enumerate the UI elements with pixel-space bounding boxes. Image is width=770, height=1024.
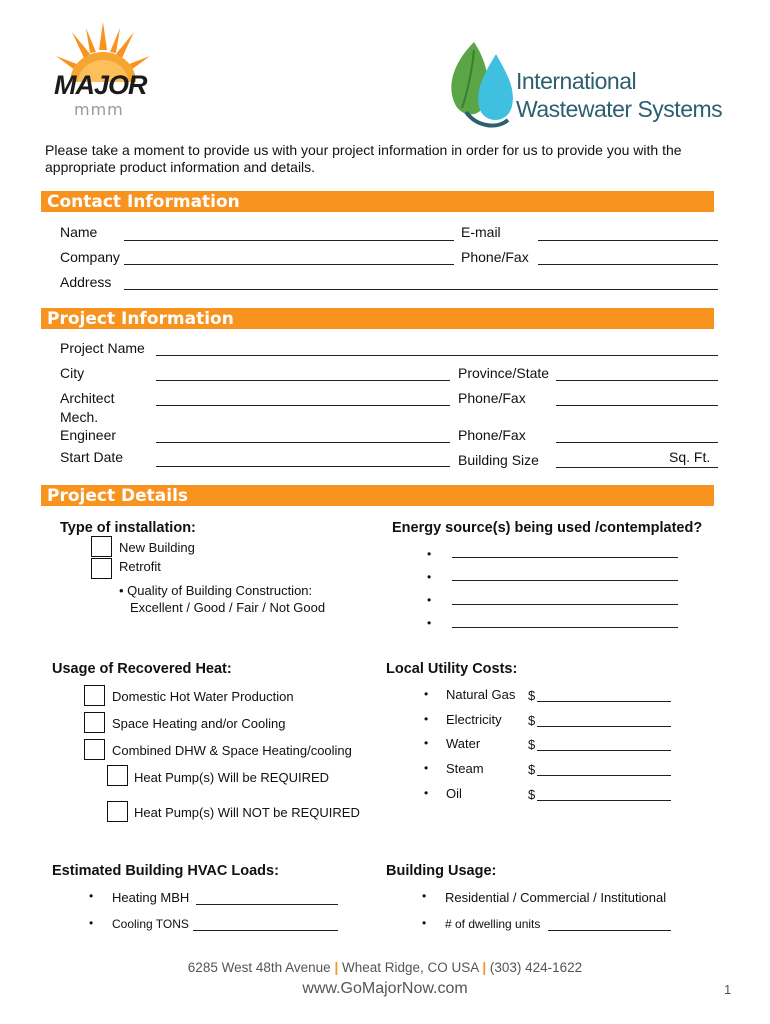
footer-separator-1: | — [334, 960, 339, 975]
mech-engineer-label-2: Engineer — [60, 427, 117, 443]
major-logo-text: MAJOR — [54, 70, 147, 100]
heat-pump-not-required-label: Heat Pump(s) Will NOT be REQUIRED — [134, 805, 360, 820]
utility-natural-gas-dollar: $ — [528, 688, 536, 703]
province-state-field[interactable] — [556, 380, 718, 381]
utility-bullet-4: • — [424, 761, 429, 775]
province-state-label: Province/State — [458, 365, 550, 381]
major-logo — [48, 20, 158, 125]
quality-label-1: • Quality of Building Construction: — [119, 583, 313, 598]
architect-label: Architect — [60, 390, 115, 406]
start-date-field[interactable] — [156, 466, 450, 467]
domestic-label: Domestic Hot Water Production — [112, 689, 294, 704]
city-field[interactable] — [156, 380, 450, 381]
utility-electricity-field[interactable] — [537, 726, 671, 727]
page-number: 1 — [724, 982, 732, 997]
residential-label: Residential / Commercial / Institutional — [445, 890, 667, 905]
architect-field[interactable] — [156, 405, 450, 406]
combined-label: Combined DHW & Space Heating/cooling — [112, 743, 352, 758]
start-date-label: Start Date — [60, 449, 124, 465]
major-logo-icicles: mmm — [74, 100, 124, 119]
utility-bullet-3: • — [424, 736, 429, 750]
details-section-title: Project Details — [47, 486, 189, 506]
utility-oil-label: Oil — [446, 786, 462, 801]
energy-bullet-2: • — [427, 570, 432, 584]
company-field[interactable] — [124, 264, 454, 265]
intro-line-2: appropriate product information and details. — [45, 159, 316, 175]
energy-source-heading: Energy source(s) being used /contemplated? — [392, 520, 703, 536]
contact-phone-fax-field[interactable] — [538, 264, 718, 265]
dwelling-units-label: # of dwelling units — [445, 917, 541, 931]
building-size-label: Building Size — [458, 452, 539, 468]
building-size-field[interactable] — [556, 467, 718, 468]
mech-engineer-field[interactable] — [156, 442, 450, 443]
new-building-label: New Building — [119, 540, 195, 555]
details-section-header — [41, 485, 714, 506]
contact-section-title: Contact Information — [47, 192, 240, 212]
architect-phone-fax-field[interactable] — [556, 405, 718, 406]
utility-water-dollar: $ — [528, 737, 536, 752]
company-label: Company — [60, 249, 120, 265]
energy-source-field-1[interactable] — [452, 557, 678, 558]
footer-address: 6285 West 48th Avenue — [187, 960, 331, 975]
utility-natural-gas-field[interactable] — [537, 701, 671, 702]
name-field[interactable] — [124, 240, 454, 241]
footer-website[interactable]: www.GoMajorNow.com — [302, 980, 468, 997]
contact-section-header — [41, 191, 714, 212]
intro-line-1: Please take a moment to provide us with your project information in order for us to provide you with the — [45, 142, 682, 158]
hvac-heading: Estimated Building HVAC Loads: — [52, 863, 279, 879]
heating-mbh-field[interactable] — [196, 904, 338, 905]
utility-bullet-5: • — [424, 786, 429, 800]
contact-phone-fax-label: Phone/Fax — [461, 249, 529, 265]
usage-bullet-1: • — [422, 889, 427, 903]
utility-steam-label: Steam — [446, 761, 484, 776]
utility-bullet-1: • — [424, 687, 429, 701]
space-heating-checkbox[interactable] — [84, 712, 105, 733]
usage-bullet-2: • — [422, 916, 427, 930]
heating-mbh-label: Heating MBH — [112, 890, 190, 905]
utility-natural-gas-label: Natural Gas — [446, 687, 516, 702]
retrofit-checkbox[interactable] — [91, 558, 112, 579]
energy-bullet-1: • — [427, 547, 432, 561]
new-building-checkbox[interactable] — [91, 536, 112, 557]
iws-logo-line1: International — [516, 68, 637, 94]
iws-logo — [446, 40, 736, 130]
project-name-field[interactable] — [156, 355, 718, 356]
project-name-label: Project Name — [60, 340, 145, 356]
email-label: E-mail — [461, 224, 501, 240]
utility-steam-field[interactable] — [537, 775, 671, 776]
energy-source-field-3[interactable] — [452, 604, 678, 605]
utility-electricity-label: Electricity — [446, 712, 502, 727]
project-section-title: Project Information — [47, 309, 234, 329]
energy-bullet-3: • — [427, 593, 432, 607]
sqft-label: Sq. Ft. — [669, 449, 711, 465]
type-installation-heading: Type of installation: — [60, 520, 196, 536]
footer-city: Wheat Ridge, CO USA — [341, 960, 479, 975]
water-drop-leaf-icon — [446, 40, 516, 130]
cooling-tons-label: Cooling TONS — [112, 917, 189, 931]
domestic-checkbox[interactable] — [84, 685, 105, 706]
utility-water-label: Water — [446, 736, 481, 751]
heat-pump-not-required-checkbox[interactable] — [107, 801, 128, 822]
building-usage-heading: Building Usage: — [386, 863, 497, 879]
utility-bullet-2: • — [424, 712, 429, 726]
hvac-bullet-1: • — [89, 889, 94, 903]
space-heating-label: Space Heating and/or Cooling — [112, 716, 286, 731]
mech-engineer-label-1: Mech. — [60, 409, 99, 425]
footer-contact-line — [0, 960, 770, 975]
name-label: Name — [60, 224, 98, 240]
cooling-tons-field[interactable] — [193, 930, 338, 931]
city-label: City — [60, 365, 85, 381]
footer-phone: (303) 424-1622 — [489, 960, 583, 975]
energy-source-field-4[interactable] — [452, 627, 678, 628]
address-label: Address — [60, 274, 112, 290]
hvac-bullet-2: • — [89, 916, 94, 930]
retrofit-label: Retrofit — [119, 559, 161, 574]
quality-label-2: Excellent / Good / Fair / Not Good — [130, 600, 326, 615]
heat-pump-required-checkbox[interactable] — [107, 765, 128, 786]
utility-oil-dollar: $ — [528, 787, 536, 802]
footer-separator-2: | — [482, 960, 487, 975]
engineer-phone-fax-field[interactable] — [556, 442, 718, 443]
email-field[interactable] — [538, 240, 718, 241]
iws-logo-line2: Wastewater Systems — [516, 96, 723, 122]
combined-checkbox[interactable] — [84, 739, 105, 760]
energy-source-field-2[interactable] — [452, 580, 678, 581]
utility-oil-field[interactable] — [537, 800, 671, 801]
engineer-phone-fax-label: Phone/Fax — [458, 427, 526, 443]
heat-pump-required-label: Heat Pump(s) Will be REQUIRED — [134, 770, 330, 785]
utility-heading: Local Utility Costs: — [386, 661, 518, 677]
utility-steam-dollar: $ — [528, 762, 536, 777]
utility-electricity-dollar: $ — [528, 713, 536, 728]
energy-bullet-4: • — [427, 616, 432, 630]
architect-phone-fax-label: Phone/Fax — [458, 390, 526, 406]
dwelling-units-field[interactable] — [548, 930, 671, 931]
usage-heading: Usage of Recovered Heat: — [52, 661, 232, 677]
address-field[interactable] — [124, 289, 718, 290]
utility-water-field[interactable] — [537, 750, 671, 751]
project-section-header — [41, 308, 714, 329]
